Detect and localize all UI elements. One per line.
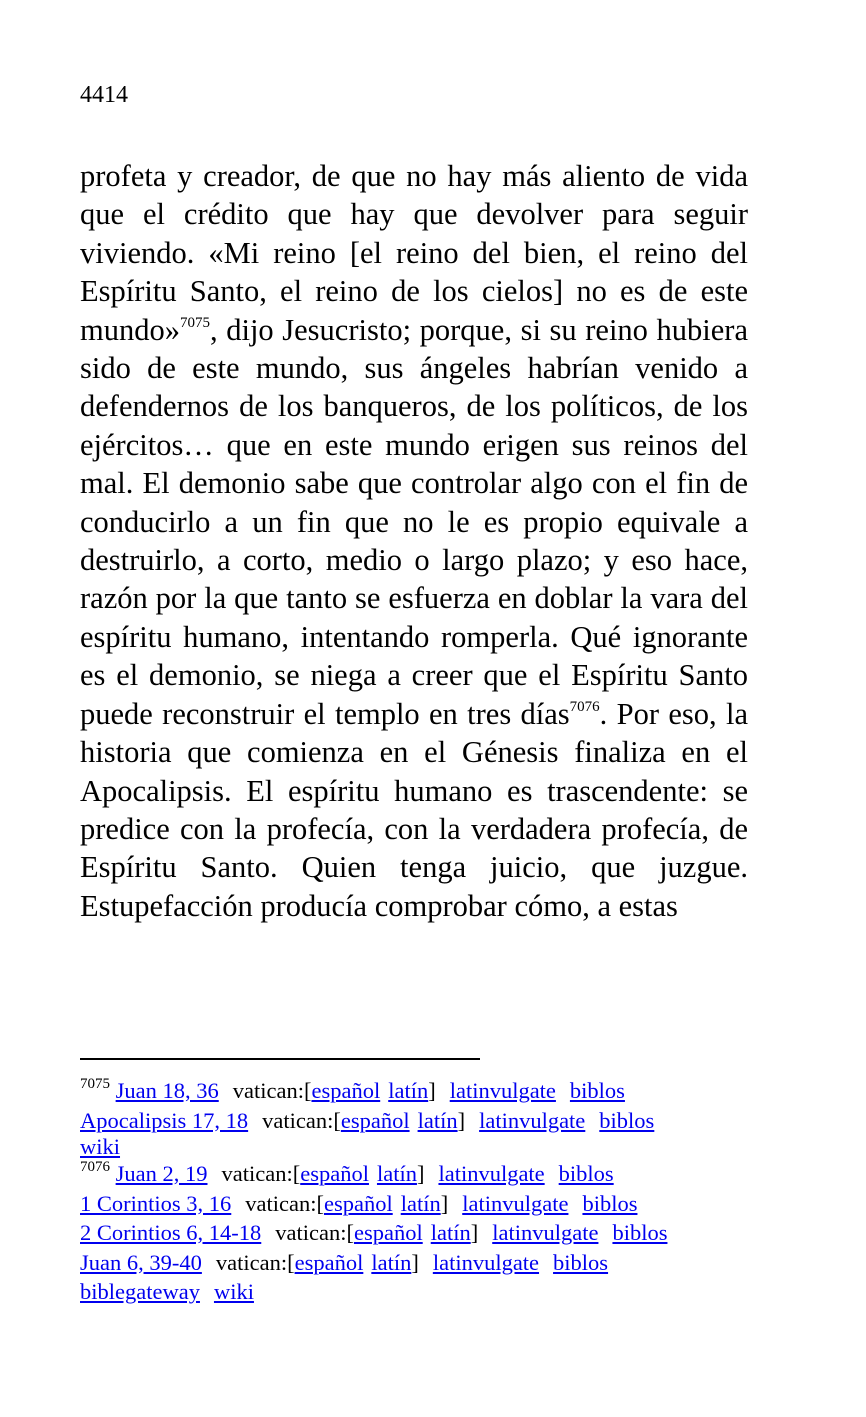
bible-ref-link[interactable]: Apocalipsis 17, 18: [80, 1107, 249, 1133]
footnotes: [80, 1076, 780, 1307]
bracket-close: ]: [416, 1161, 425, 1186]
wiki-link[interactable]: wiki: [80, 1134, 121, 1159]
spanish-link[interactable]: español: [323, 1190, 393, 1216]
footnote-line: [80, 1135, 780, 1159]
bracket-close: ]: [411, 1249, 419, 1275]
bible-ref-link[interactable]: Juan 18, 36: [115, 1078, 219, 1103]
vatican-label: vatican:[: [232, 1078, 312, 1103]
wiki-link[interactable]: wiki: [213, 1279, 254, 1304]
bracket-close: ]: [428, 1078, 436, 1103]
footnote-line: [80, 1248, 780, 1278]
body-text-part2: , dijo Jesucristo; porque, si su reino hubiera sido de este mundo, sus ángeles habrían venido a defendernos de los banqueros, de los políticos, de los ejércitos… que en este mundo erigen sus reinos del mal. El demonio sabe que controlar algo con el fin de conducirlo a un fin que no le es propio equivale a destruirlo, a corto, medio o largo plazo; y eso hace, razón por la que tanto se esfuerza en doblar la vara del espíritu humano, intentando romperla. Qué ignorante es el demonio, se niega a creer que el Espíritu Santo puede reconstruir el templo en tres días: [80, 312, 748, 731]
vatican-label: vatican:[: [215, 1249, 295, 1275]
spanish-link[interactable]: español: [294, 1249, 364, 1275]
body-text-part1: profeta y creador, de que no hay más aliento de vida que el crédito que hay que devolver para seguir viviendo. «Mi reino [el reino del bien, el reino del Espíritu Santo, el reino de los cielos] no es de este mundo»: [80, 159, 748, 347]
vatican-label: vatican:[: [221, 1161, 301, 1186]
vatican-label: vatican:[: [262, 1107, 341, 1133]
latin-link[interactable]: latín: [376, 1161, 417, 1186]
bible-ref-link[interactable]: 2 Corintios 6, 14-18: [80, 1220, 262, 1245]
footnote-mark: 7075: [80, 1076, 110, 1092]
latinvulgate-link[interactable]: latinvulgate: [492, 1220, 599, 1245]
latin-link[interactable]: latín: [417, 1107, 458, 1133]
footnote-separator: [80, 1058, 480, 1060]
vatican-label: vatican:[: [275, 1220, 354, 1245]
latin-link[interactable]: latín: [371, 1249, 412, 1275]
body-paragraph: [80, 157, 748, 925]
biblos-link[interactable]: biblos: [582, 1190, 638, 1216]
bracket-close: ]: [457, 1107, 466, 1133]
footnote-line: [80, 1159, 780, 1189]
bible-ref-link[interactable]: Juan 6, 39-40: [80, 1249, 202, 1275]
latin-link[interactable]: latín: [388, 1078, 429, 1103]
footnote-mark: 7076: [80, 1159, 110, 1175]
spanish-link[interactable]: español: [353, 1220, 423, 1245]
footnote-line: [80, 1076, 780, 1106]
body-text-part3: . Por eso, la historia que comienza en el Génesis finaliza en el Apocalipsis. El espíritu humano es trascendente: se predice con la profecía, con la verdadera profecía, de Espíritu Santo. Quien tenga juicio, que juzgue. Estupefacción producía comprobar cómo, a estas: [80, 696, 748, 923]
latinvulgate-link[interactable]: latinvulgate: [432, 1249, 540, 1275]
biblos-link[interactable]: biblos: [612, 1220, 668, 1245]
footnote-ref-7076: 7076: [569, 698, 600, 715]
latinvulgate-link[interactable]: latinvulgate: [438, 1161, 545, 1186]
footnote-line: [80, 1277, 780, 1307]
spanish-link[interactable]: español: [300, 1161, 369, 1186]
biblos-link[interactable]: biblos: [553, 1249, 609, 1275]
bracket-close: ]: [440, 1190, 449, 1216]
bible-ref-link[interactable]: Juan 2, 19: [115, 1161, 208, 1186]
vatican-label: vatican:[: [245, 1190, 324, 1216]
latinvulgate-link[interactable]: latinvulgate: [462, 1190, 569, 1216]
spanish-link[interactable]: español: [311, 1078, 381, 1103]
page-number: 4414: [80, 82, 128, 108]
latin-link[interactable]: latín: [400, 1190, 441, 1216]
bracket-close: ]: [470, 1220, 479, 1245]
spanish-link[interactable]: español: [340, 1107, 410, 1133]
footnote-line: [80, 1189, 780, 1219]
latinvulgate-link[interactable]: latinvulgate: [449, 1078, 556, 1103]
biblos-link[interactable]: biblos: [569, 1078, 625, 1103]
biblos-link[interactable]: biblos: [599, 1107, 655, 1133]
latin-link[interactable]: latín: [430, 1220, 471, 1245]
footnote-line: [80, 1218, 780, 1248]
bible-ref-link[interactable]: 1 Corintios 3, 16: [80, 1190, 232, 1216]
biblos-link[interactable]: biblos: [558, 1161, 614, 1186]
biblegateway-link[interactable]: biblegateway: [80, 1279, 200, 1304]
latinvulgate-link[interactable]: latinvulgate: [479, 1107, 586, 1133]
footnote-line: [80, 1106, 780, 1136]
footnote-ref-7075: 7075: [179, 314, 210, 331]
